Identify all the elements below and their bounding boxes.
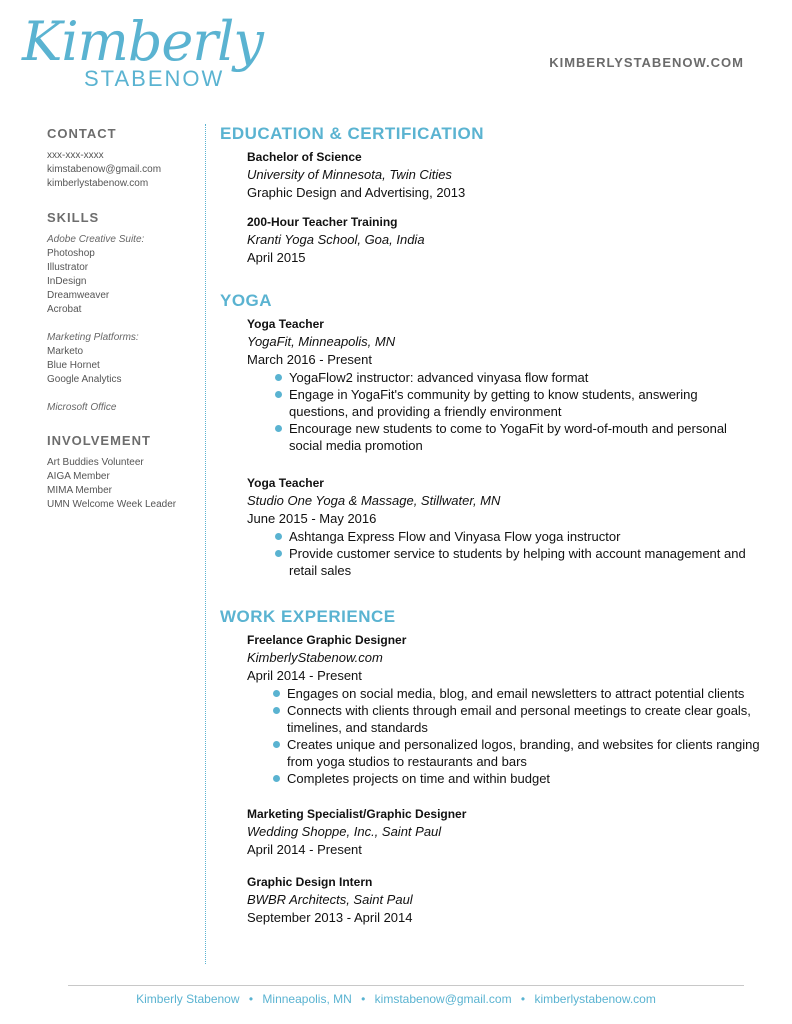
skill-group-label: Marketing Platforms:	[47, 332, 139, 343]
footer-name: Kimberly Stabenow	[136, 992, 240, 1006]
logo-last-name: STABENOW	[84, 66, 225, 91]
bullet-dot-icon	[275, 550, 282, 557]
skill-group-label: Adobe Creative Suite:	[47, 234, 145, 245]
involvement-heading: INVOLVEMENT	[47, 433, 151, 448]
entry-title: 200-Hour Teacher Training	[247, 215, 398, 229]
entry-org: KimberlyStabenow.com	[247, 650, 383, 665]
section-heading-education: EDUCATION & CERTIFICATION	[220, 124, 485, 143]
bullet-item: Provide customer service to students by helping with account management and retail sales	[275, 545, 760, 579]
bullet-item: YogaFlow2 instructor: advanced vinyasa flow format	[275, 369, 760, 386]
bullet-item: Encourage new students to come to YogaFit by word-of-mouth and personal social media promotion	[275, 420, 760, 454]
contact-heading: CONTACT	[47, 126, 117, 141]
bullet-list	[247, 528, 760, 579]
entry-date: Graphic Design and Advertising, 2013	[247, 185, 466, 200]
entry-org: Kranti Yoga School, Goa, India	[247, 232, 425, 247]
yoga-entry	[247, 315, 760, 454]
main-content	[220, 124, 760, 927]
entry-title: Bachelor of Science	[247, 150, 362, 164]
header-website[interactable]: KIMBERLYSTABENOW.COM	[549, 55, 744, 70]
education-entry	[247, 148, 760, 202]
education-entry	[247, 213, 760, 267]
bullet-dot-icon	[275, 374, 282, 381]
involvement-item: AIGA Member	[47, 471, 110, 482]
entry-date: March 2016 - Present	[247, 352, 373, 367]
bullet-dot-icon	[275, 425, 282, 432]
bullet-item: Creates unique and personalized logos, branding, and websites for clients ranging from yoga studios to restaurants and bars	[273, 736, 760, 770]
entry-org: BWBR Architects, Saint Paul	[247, 892, 413, 907]
skill-item: Marketo	[47, 346, 84, 357]
skills-heading: SKILLS	[47, 210, 100, 225]
column-divider	[205, 124, 206, 964]
section-heading-yoga: YOGA	[220, 291, 273, 310]
skill-item: Illustrator	[47, 262, 89, 273]
footer-separator: •	[248, 992, 254, 1006]
entry-org: Wedding Shoppe, Inc., Saint Paul	[247, 824, 442, 839]
skill-item: Acrobat	[47, 304, 82, 315]
entry-date: April 2015	[247, 250, 306, 265]
contact-phone: xxx-xxx-xxxx	[47, 150, 104, 161]
entry-title: Yoga Teacher	[247, 476, 324, 490]
entry-title: Marketing Specialist/Graphic Designer	[247, 807, 467, 821]
bullet-dot-icon	[273, 775, 280, 782]
section-heading-work: WORK EXPERIENCE	[220, 607, 396, 626]
logo	[22, 10, 263, 102]
bullet-item: Engage in YogaFit's community by getting to know students, answering questions, and providing a friendly environment	[275, 386, 760, 420]
bullet-dot-icon	[273, 741, 280, 748]
footer-site[interactable]: kimberlystabenow.com	[534, 992, 656, 1006]
work-entry	[247, 873, 760, 927]
footer-separator: •	[361, 992, 366, 1006]
skill-item: Blue Hornet	[47, 360, 100, 371]
entry-org: YogaFit, Minneapolis, MN	[247, 334, 396, 349]
footer-email[interactable]: kimstabenow@gmail.com	[374, 992, 512, 1006]
skill-item: Google Analytics	[47, 374, 122, 385]
entry-title: Freelance Graphic Designer	[247, 633, 407, 647]
bullet-item: Completes projects on time and within budget	[273, 770, 760, 787]
entry-date: June 2015 - May 2016	[247, 511, 377, 526]
entry-org: Studio One Yoga & Massage, Stillwater, MN	[247, 493, 501, 508]
skill-item: InDesign	[47, 276, 87, 287]
bullet-dot-icon	[273, 707, 280, 714]
bullet-item: Engages on social media, blog, and email newsletters to attract potential clients	[273, 685, 760, 702]
entry-title: Graphic Design Intern	[247, 875, 373, 889]
bullet-dot-icon	[273, 690, 280, 697]
footer	[0, 992, 792, 1006]
sidebar	[47, 126, 207, 512]
footer-separator: •	[520, 992, 526, 1006]
skill-group-label: Microsoft Office	[47, 402, 117, 413]
skill-item: Photoshop	[47, 248, 95, 259]
involvement-item: Art Buddies Volunteer	[47, 457, 144, 468]
skill-item: Dreamweaver	[47, 290, 110, 301]
bullet-list	[247, 685, 760, 787]
entry-date: April 2014 - Present	[247, 842, 362, 857]
work-entry	[247, 631, 760, 787]
entry-date: April 2014 - Present	[247, 668, 362, 683]
involvement-item: UMN Welcome Week Leader	[47, 499, 177, 510]
involvement-item: MIMA Member	[47, 485, 113, 496]
entry-date: September 2013 - April 2014	[247, 910, 413, 925]
entry-title: Yoga Teacher	[247, 317, 324, 331]
entry-org: University of Minnesota, Twin Cities	[247, 167, 452, 182]
bullet-list	[247, 369, 760, 454]
yoga-entry	[247, 474, 760, 579]
contact-site[interactable]: kimberlystabenow.com	[47, 178, 149, 189]
contact-email[interactable]: kimstabenow@gmail.com	[47, 164, 162, 175]
footer-divider	[68, 985, 744, 986]
work-entry	[247, 805, 760, 859]
bullet-item: Ashtanga Express Flow and Vinyasa Flow yoga instructor	[275, 528, 760, 545]
footer-city: Minneapolis, MN	[262, 992, 352, 1006]
bullet-dot-icon	[275, 391, 282, 398]
bullet-dot-icon	[275, 533, 282, 540]
logo-first-name: Kimberly	[22, 10, 263, 73]
bullet-item: Connects with clients through email and personal meetings to create clear goals, timelines, and standards	[273, 702, 760, 736]
